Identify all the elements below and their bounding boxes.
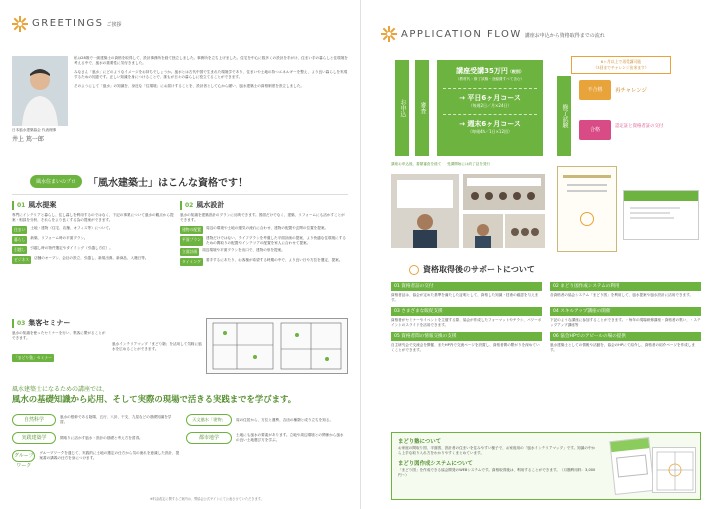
role-prefix-badge: 風水住まいのプロ: [30, 175, 82, 188]
role-banner: [30, 174, 248, 189]
seminar-text: 風水インテリアマップ「まどり塾」を活用して気軽に風水を広めることができます。: [112, 342, 202, 351]
course-item: 実践建築学 間取りに活かす風水・設計の基礎と考え方を習得。: [12, 432, 182, 444]
role-title: 「風水建築士」はこんな資格です！: [88, 178, 249, 189]
group-photo: [505, 214, 545, 248]
seminar-tag: 「まどり塾」セミナー: [14, 355, 52, 360]
sun-icon: [409, 265, 419, 275]
support-title: 資格取得後のサポートについて: [423, 265, 535, 274]
greetings-subtitle: ご挨拶: [106, 22, 122, 28]
madori-map-image: [652, 447, 696, 493]
fee-line: 講座受講35万円（税別）: [456, 67, 524, 75]
pass-badge: 合格: [579, 120, 611, 140]
greeting-paragraph: みなさん「風水」にどのようなイメージをお持ちでしょうか。風水とは古代中国で生まれた環境学であり、住まいや土地の持つエネルギーを整え、より良い暮らしを実現するための知恵です。正しい知識を身につけることで、誰もが日々の暮らしに役立てることができます。: [74, 70, 348, 79]
president-photo: [12, 56, 68, 126]
person-name: 井上 篤一郎: [12, 136, 44, 143]
step-review: 審査: [415, 60, 429, 156]
madori-booklet-image: [609, 437, 654, 495]
greeting-paragraph: そのようにして「風水」の知識を、身近な「住環境」にお届けすることを、設計者として心から願い、風水建築士の資格制度を設立しました。: [74, 84, 304, 88]
support-item: 03 さまざまな販促支援 資格者がセミナーやイベントを主催する際、協会が作成したフォーマットやチラシ、パワーポイントのスライドを活用できます。: [391, 309, 542, 327]
lecture-photo: [391, 174, 459, 248]
list-item: ビジネス 店舗のオープン、会社の設立、引越し、新規出典、新商品、入籍日等。: [14, 256, 149, 262]
step-exam: 修了試験: [557, 76, 571, 156]
greetings-heading: [32, 18, 121, 29]
class-photo: [463, 214, 503, 248]
section-desc: 風水の知識を使ったセミナーを行い、集客に繋がることができます。: [12, 331, 106, 340]
sun-logo-icon: [381, 26, 397, 42]
step-apply: お申込: [395, 60, 409, 156]
note-course: 受講開始には終了証を発行: [447, 162, 491, 166]
section-design: [180, 200, 348, 266]
course-items-left: [12, 414, 182, 469]
system-title: まどり図作成システムについて: [398, 461, 473, 467]
cert-label: 認定証と資格者証の交付: [615, 124, 664, 129]
section-heading: 02 風水設計: [180, 200, 348, 210]
course-items-right: [186, 414, 348, 444]
retry-label: 再チャレンジ: [615, 88, 647, 94]
section-heading: 01 風水提案: [12, 200, 174, 210]
course-panel: [437, 60, 543, 156]
madori-info-box: [391, 432, 701, 500]
right-page: [360, 0, 720, 509]
greetings-title: GREETINGS: [32, 18, 104, 29]
course-item: 都市地学 土地にも風水の要素があります。立地や周辺環境との関係から風水の良い土地選び方を学ぶ。: [186, 432, 348, 444]
course-weekday-sub: （毎週2日／月×24日）: [468, 103, 512, 108]
footnote: ※料金改定に関するご案内は、弊協会公式サイトにて公表させていただきます。: [150, 497, 264, 501]
course-weekday: → 平日6ヶ月コース: [459, 94, 521, 102]
course-headline: 風水の基礎知識から応用、そして実際の現場で活きる実践までを学びます。: [12, 394, 297, 404]
course-item: グループワーク グループワークを通じて、実践的に土地の選定の仕方から気の流れを意識した設計、提案書の講義の仕方を身につけます。: [13, 451, 180, 469]
list-item: 立面計画 周辺環境や平面プランを出口で、建物の形を提案。: [182, 248, 285, 254]
madori-text: お家庭の間取り図、平面図、設計者の住まいを住みやすい様子で、お家庭用の「風水インテリアマップ」です。知識の中から上手な取り入れ方をわかりやすくまとめています。: [398, 446, 596, 455]
course-item: 自然科学 風水の根幹である陰陽、五行、八卦、干支、九星などの基礎知識を学習。: [12, 414, 182, 426]
list-item: 引越し 引越し時の物件選定やタイミング（引越し方位）。: [14, 246, 113, 252]
member-card-image: [623, 190, 699, 240]
fee-sub: （教材代・修了試験・登録費すべて含む）: [455, 77, 525, 81]
fail-badge: 不合格: [579, 80, 611, 100]
floor-plan-image: [206, 318, 348, 374]
seminar-photo: [463, 174, 545, 210]
certificate-image: [557, 166, 617, 252]
section-seminar: [12, 318, 108, 363]
sun-logo-icon: [12, 16, 28, 32]
support-item: 02 まどり図作成システムの利用 各資格者の協会システム「まどり図」を利用して、風水提案や風水設計に活用できます。: [550, 282, 701, 303]
note-apply: 講座お申込後、書類審査を経て: [391, 162, 442, 166]
list-item: タイミング 着手するにあたり、お客様が希望する時期の中で、より良い日や方位を選定、提案。: [182, 258, 343, 264]
section-heading: 03 集客セミナー: [12, 318, 108, 328]
support-item: 04 スキルアップ講座の開催 下記のような講座に参加することができます。・毎年の現場研修講座・資格者の集い、・ステップアップ講座等: [550, 309, 701, 327]
flow-subtitle: 講座お申込から資格取得までの流れ: [524, 33, 605, 39]
greeting-paragraph: 私は28歳で一級建築士の資格を取得して、設計事務所を経て独立しました。事務所を立ち上げました。住宅を中心に数多くの設計を手がけ、住まい手の暮らしと住環境を考える中で、風水の重要性に気付きました。: [74, 56, 348, 65]
section-desc: 専門にインテリアと暮らし、住し暮しを利用するのではなく、下記の事業について風水の観点から提案・相談を分析、それらをより良くする為の提案ができます。: [12, 213, 174, 222]
course-item: 天文風水「建物」 周の住居から、方位と運勢、吉凶の種類と成り立ちを知る。: [186, 414, 348, 426]
person-caption: 日本風水建築協会 代表理事: [12, 128, 57, 132]
section-proposal: [12, 200, 174, 264]
madori-about: [398, 437, 598, 478]
section-desc: 風水の知識を建築設計のプランに反映できます。図面だけでなく、建築、リフォームにも活かすことができます。: [180, 213, 345, 222]
system-text: 「まどり図」を作成できる協会開発のWEBシステムです。資格取得後は、利用することができます。（月額利用料：3,000円〜）: [398, 468, 596, 477]
list-item: 建物の配置 周辺の環境や土地の運気の流れに合わせ、建物の配置や玄関の位置を提案。: [182, 226, 329, 232]
support-heading: [409, 264, 535, 275]
course-intro: 風水建築士になるための講座では、: [12, 386, 109, 393]
madori-title: まどり塾について: [398, 439, 442, 445]
list-item: 住まい 土地・建物（住宅、店舗、オフィス等）について。: [14, 226, 113, 232]
support-item: 01 資格者証の交付 資格者証は、協会が定めた基準を満たした証明として、資格した知識・技術の確認を与えます。: [391, 282, 542, 303]
flow-heading: [401, 29, 605, 40]
retry-callout: 6ヶ月以上で再受講可能 （3回までチャレンジ出来ます）: [571, 56, 671, 74]
list-item: 暮らし 新築、リフォーム時の平面プラン。: [14, 236, 88, 242]
flow-title: APPLICATION FLOW: [401, 29, 522, 40]
support-grid: [391, 282, 701, 353]
course-weekend: → 週末6ヶ月コース: [459, 120, 521, 128]
greeting-body: [74, 56, 350, 89]
course-weekend-sub: （毎週4h／1日×12回）: [467, 129, 513, 134]
support-item: 05 資格者間の情報交換の支援 自主研究会で交流会を開催、またHP内で交流ページを設置し、資格者間の繋がりを深めていくことができます。: [391, 332, 542, 353]
support-item: 06 協会HPでのアピールの場の提供 風水建築士としての情報や活動を、協会のHPにて紹介し、資格者の紹介ページを作成します。: [550, 332, 701, 353]
divider: [12, 194, 348, 195]
list-item: 平面プラン 建物だけではない、ライフプランを考慮した平面計画の提案、より快適な住環境にするための間取りの配置やインテリアの配置を家人に合わせて提案。: [182, 236, 346, 245]
